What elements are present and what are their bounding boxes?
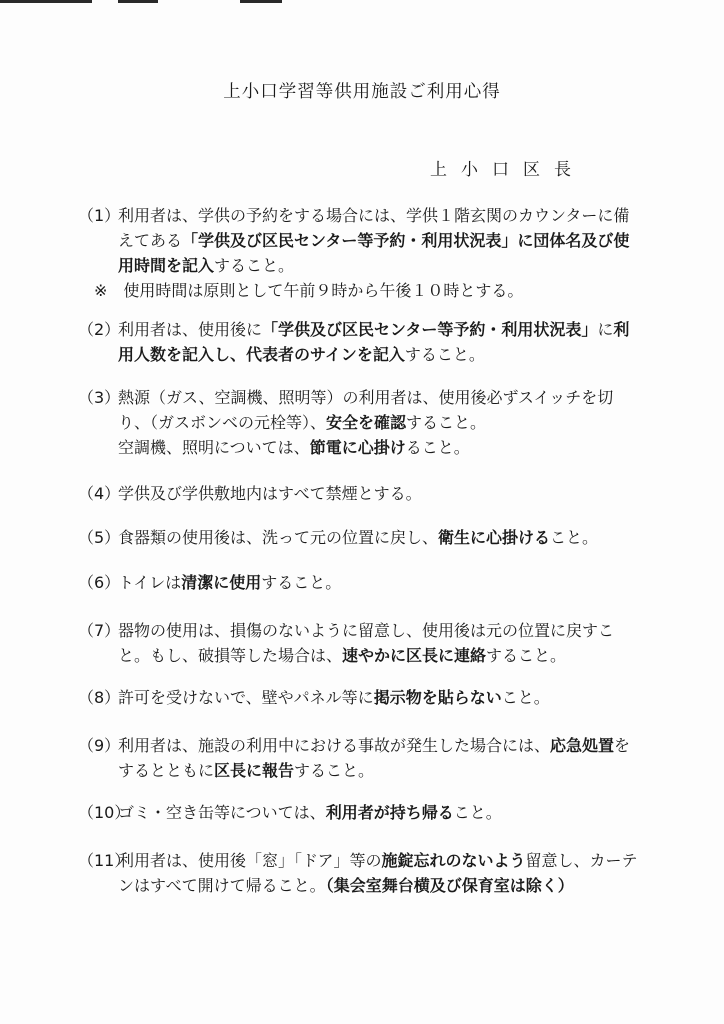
item-text xyxy=(118,800,638,825)
rule-item-7 xyxy=(78,618,638,668)
rule-item-4 xyxy=(78,481,638,506)
emphasized-text: 衛生に心掛ける xyxy=(438,528,551,547)
rule-item-1 xyxy=(78,203,638,303)
scan-edge-mark xyxy=(0,0,92,3)
text-run: トイレは xyxy=(118,573,182,592)
text-run: すること。 xyxy=(261,573,342,592)
text-run: 留意し、カーテンはすべて開けて帰ること。 xyxy=(118,851,638,895)
item-note: ※ 使用時間は原則として午前９時から午後１０時とする。 xyxy=(94,281,524,300)
rule-item-10 xyxy=(78,800,638,825)
text-run: に xyxy=(597,320,614,339)
text-run: 食器類の使用後は、洗って元の位置に戻し、 xyxy=(118,528,439,547)
item-number: （1） xyxy=(78,206,121,225)
scan-edge-mark xyxy=(240,0,282,3)
document-author: 上小口区長 xyxy=(430,160,585,180)
item-text xyxy=(118,733,638,783)
emphasized-text: 施錠忘れのないよう xyxy=(381,851,526,870)
emphasized-text: 応急処置 xyxy=(550,736,615,755)
item-text xyxy=(118,317,638,367)
item-text xyxy=(118,570,638,595)
item-number: （11） xyxy=(78,851,131,870)
text-run: すること。 xyxy=(406,413,487,432)
emphasized-text: 安全を確認 xyxy=(326,413,407,432)
item-number: （10） xyxy=(78,803,131,822)
text-run: 学供及び学供敷地内はすべて禁煙とする。 xyxy=(118,484,422,503)
text-run: 利用者は、施設の利用中における事故が発生した場合には、 xyxy=(118,736,551,755)
item-text xyxy=(118,481,638,506)
text-run: すること。 xyxy=(294,761,375,780)
emphasized-text: 掲示物を貼らない xyxy=(373,688,502,707)
emphasized-text: に団体名及び使用時間を記入 xyxy=(118,231,630,275)
rule-item-3 xyxy=(78,385,638,460)
text-run: 器物の使用は、損傷のないように留意し、使用後は元の位置に戻すこと。もし、破損等した場合は、 xyxy=(118,621,615,665)
item-text xyxy=(118,618,638,668)
item-number: （2） xyxy=(78,320,121,339)
text-run: 利用者は、学供の予約をする場合には、学供１階玄関のカウンターに備えてある xyxy=(118,206,630,250)
emphasized-text: （集会室舞台横及び保育室は除く） xyxy=(325,876,574,895)
text-run: ること。 xyxy=(405,438,470,457)
rule-item-6 xyxy=(78,570,638,595)
text-run: こと。 xyxy=(550,528,599,547)
text-run: 利用者は、使用後に xyxy=(118,320,263,339)
rule-item-8 xyxy=(78,685,638,710)
text-run: こと。 xyxy=(501,688,550,707)
emphasized-text: 速やかに区長に連絡 xyxy=(342,646,487,665)
emphasized-text: 「学供及び区民センター等予約・利用状況表」 xyxy=(262,320,598,339)
item-number: （6） xyxy=(78,573,121,592)
rule-item-2 xyxy=(78,317,638,367)
text-run: 許可を受けないで、壁やパネル等に xyxy=(118,688,374,707)
scan-edge-mark xyxy=(118,0,158,3)
rule-item-9 xyxy=(78,733,638,783)
text-run: ゴミ・空き缶等については、 xyxy=(118,803,326,822)
rule-item-11 xyxy=(78,848,638,898)
item-text xyxy=(118,685,638,710)
text-run: 熱源（ガス、空調機、照明等）の利用者は、使用後必ずスイッチを切り、（ガスボンベの元栓等）、 xyxy=(118,388,614,432)
item-number: （3） xyxy=(78,388,121,407)
text-run: 空調機、照明については、 xyxy=(118,438,310,457)
text-run: すること。 xyxy=(214,256,295,275)
emphasized-text: 利用者が持ち帰る xyxy=(325,803,454,822)
item-number: （4） xyxy=(78,484,121,503)
item-text-extra xyxy=(118,435,638,460)
emphasized-text: 区長に報告 xyxy=(214,761,295,780)
text-run: すること。 xyxy=(486,646,567,665)
item-text xyxy=(118,848,638,898)
item-text xyxy=(118,203,638,278)
text-run: すること。 xyxy=(404,345,485,364)
emphasized-text: 利用人数を記入し、代表者のサインを記入 xyxy=(118,320,630,364)
item-text xyxy=(118,385,638,435)
item-number: （8） xyxy=(78,688,121,707)
item-number: （9） xyxy=(78,736,121,755)
emphasized-text: 清潔に使用 xyxy=(181,573,262,592)
text-run: こと。 xyxy=(453,803,502,822)
item-text xyxy=(118,525,638,550)
item-number: （7） xyxy=(78,621,121,640)
text-run: 利用者は、使用後「窓」「ドア」等の xyxy=(118,851,382,870)
emphasized-text: 節電に心掛け xyxy=(309,438,406,457)
document-title: 上小口学習等供用施設ご利用心得 xyxy=(223,82,501,102)
item-number: （5） xyxy=(78,528,121,547)
rule-item-5 xyxy=(78,525,638,550)
emphasized-text: 「学供及び区民センター等予約・利用状況表」 xyxy=(182,231,518,250)
text-run: をするとともに xyxy=(118,736,631,780)
